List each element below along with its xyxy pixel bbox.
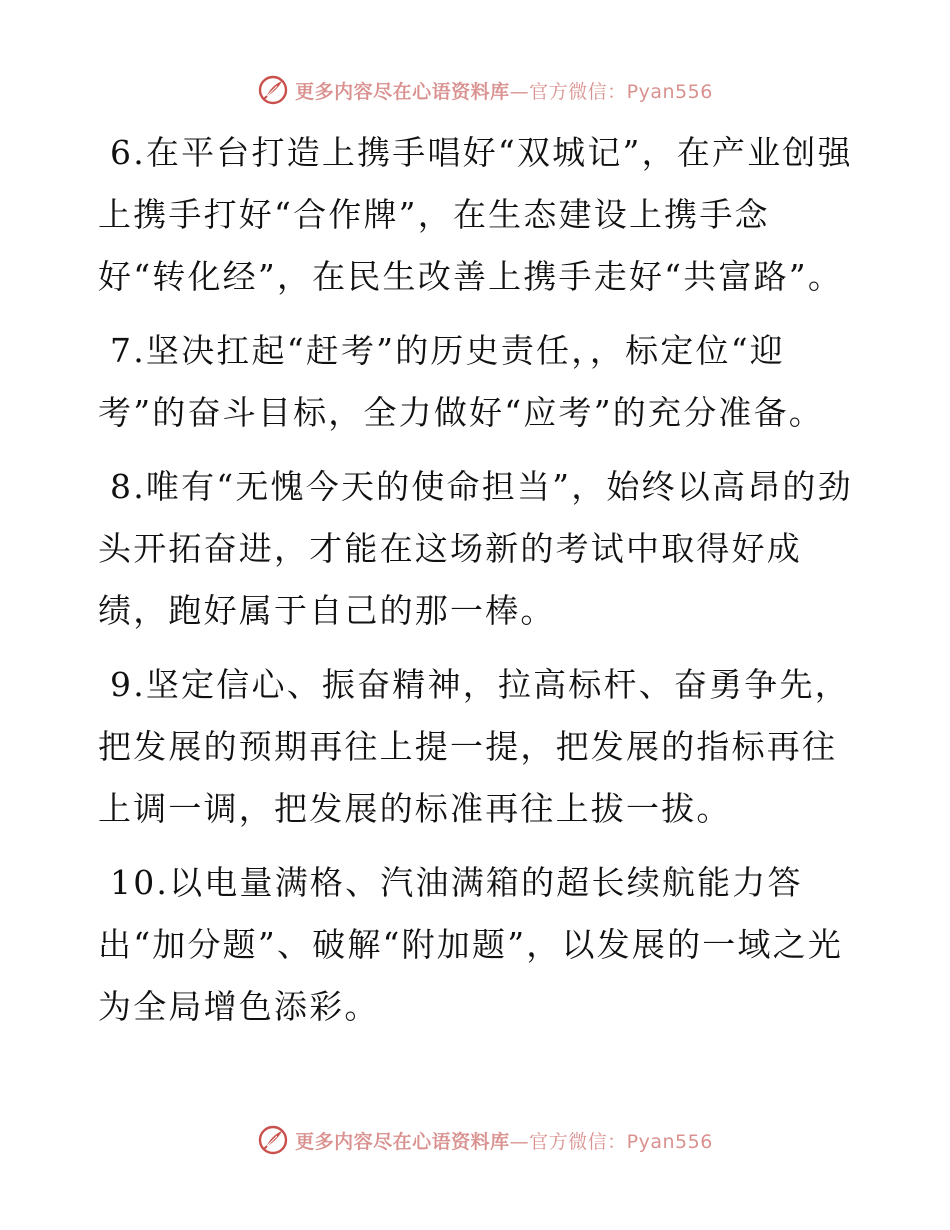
paragraph-number: 7. [110,331,146,370]
watermark-text [295,77,713,104]
watermark-contact: —官方微信：Pyan556 [509,1130,713,1153]
paragraph-number: 9. [110,665,146,704]
watermark-text [295,1127,713,1154]
watermark-contact: —官方微信：Pyan556 [509,80,713,103]
paragraph-number: 10. [110,863,170,902]
paragraph-text: 坚决扛起“赶考”的历史责任，，标定位“迎考”的奋斗目标，全力做好“应考”的充分准备。 [98,331,825,432]
paragraph-text: 以电量满格、汽油满箱的超长续航能力答出“加分题”、破解“附加题”，以发展的一域之光为全局增色添彩。 [98,863,844,1026]
watermark-brand: 更多内容尽在心语资料库 [295,80,510,103]
paragraph-number: 6. [110,133,146,172]
watermark-group [257,1124,713,1156]
paragraph-6 [98,122,858,308]
header-watermark [0,70,950,110]
paragraph-number: 8. [110,467,146,506]
footer-watermark [0,1120,950,1160]
paragraph-9 [98,654,858,840]
feather-pen-logo-icon [257,74,289,106]
paragraph-10 [98,852,858,1038]
feather-pen-logo-icon [257,1124,289,1156]
paragraph-7 [98,320,858,444]
document-body [98,122,858,1050]
paragraph-text: 坚定信心、振奋精神，拉高标杆、奋勇争先，把发展的预期再往上提一提，把发展的指标再往上调一调，把发展的标准再往上拔一拔。 [98,665,850,828]
paragraph-8 [98,456,858,642]
paragraph-text: 在平台打造上携手唱好“双城记”，在产业创强上携手打好“合作牌”，在生态建设上携手念好“转化经”，在民生改善上携手走好“共富路”。 [98,133,853,296]
watermark-brand: 更多内容尽在心语资料库 [295,1130,510,1153]
paragraph-text: 唯有“无愧今天的使命担当”，始终以高昂的劲头开拓奋进，才能在这场新的考试中取得好成绩，跑好属于自己的那一棒。 [98,467,853,630]
watermark-group [257,74,713,106]
